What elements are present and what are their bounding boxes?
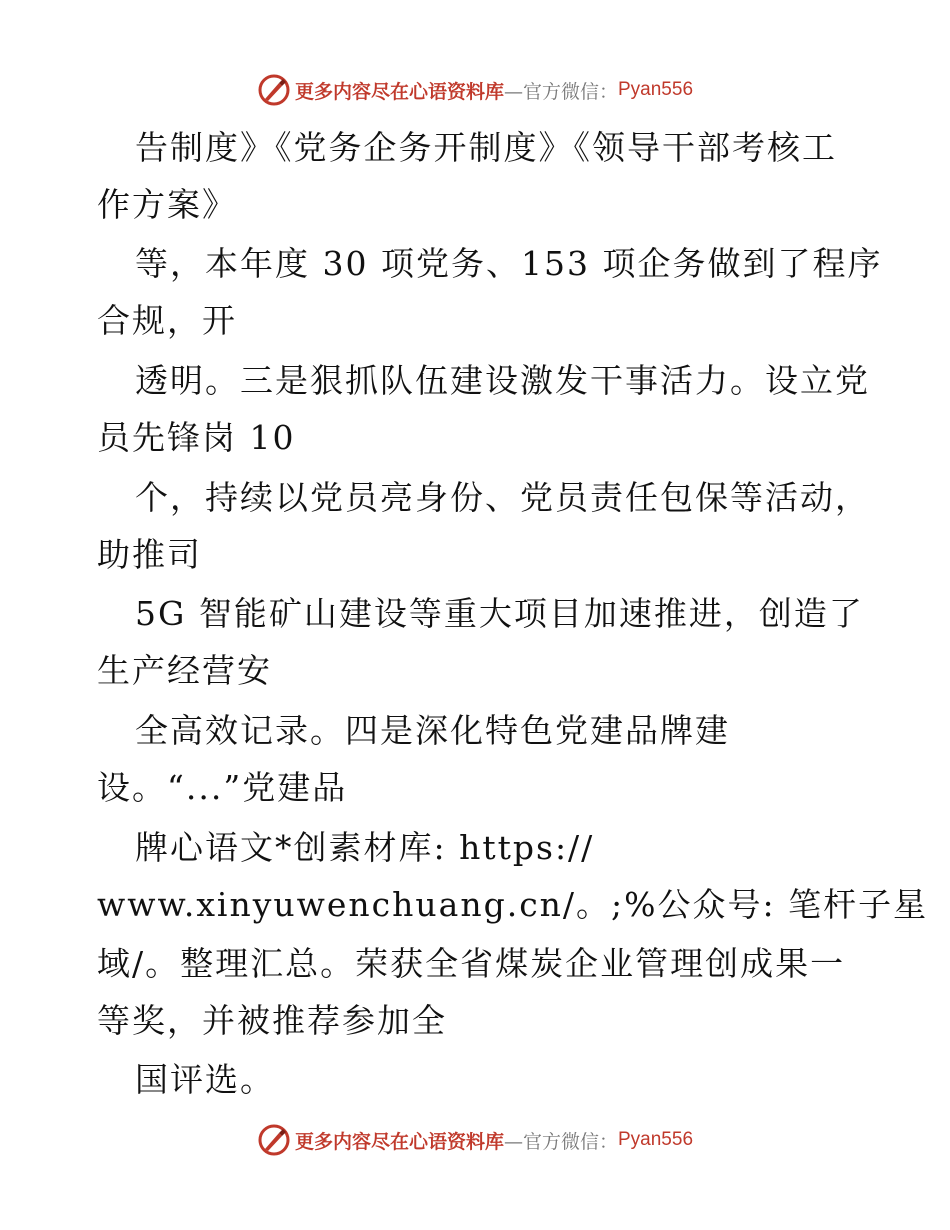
text-line: 域/。整理汇总。荣获全省煤炭企业管理创成果一: [97, 944, 846, 983]
banner-wechat-id: Pyan556: [618, 1129, 694, 1150]
text-line: 员先锋岗 10: [97, 418, 296, 457]
pen-logo-icon: [257, 1123, 291, 1157]
text-line: 设。“...”党建品: [97, 768, 348, 807]
banner-text: 更多内容尽在心语资料库: [294, 1130, 504, 1153]
text-line: 合规，开: [97, 301, 237, 340]
text-line: 国评选。: [135, 1060, 275, 1099]
text-line: 助推司: [97, 535, 202, 574]
text-line: 透明。三是狠抓队伍建设激发干事活力。设立党: [135, 361, 870, 400]
banner-text: 更多内容尽在心语资料库: [294, 80, 504, 103]
text-line: 生产经营安: [97, 651, 272, 690]
text-line: 作方案》: [97, 185, 237, 224]
text-line: 个，持续以党员亮身份、党员责任包保等活动，: [135, 478, 870, 517]
banner-separator: —官方微信：: [503, 80, 618, 103]
text-line: 5G 智能矿山建设等重大项目加速推进，创造了: [135, 594, 864, 633]
text-line: 等奖，并被推荐参加全: [97, 1001, 447, 1040]
text-line: 全高效记录。四是深化特色党建品牌建: [135, 711, 730, 750]
text-line: 牌心语文*创素材库: https://: [135, 828, 595, 867]
banner-separator: —官方微信：: [503, 1130, 618, 1153]
banner-wechat-id: Pyan556: [618, 79, 694, 100]
text-line: www.xinyuwenchuang.cn/。;%公众号: 笔杆子星: [97, 885, 929, 924]
text-line: 等，本年度 30 项党务、153 项企务做到了程序: [135, 244, 883, 283]
text-line: 告制度》《党务企务开制度》《领导干部考核工: [135, 128, 837, 167]
header-banner: [0, 70, 950, 110]
footer-banner: [0, 1120, 950, 1160]
pen-logo-icon: [257, 73, 291, 107]
